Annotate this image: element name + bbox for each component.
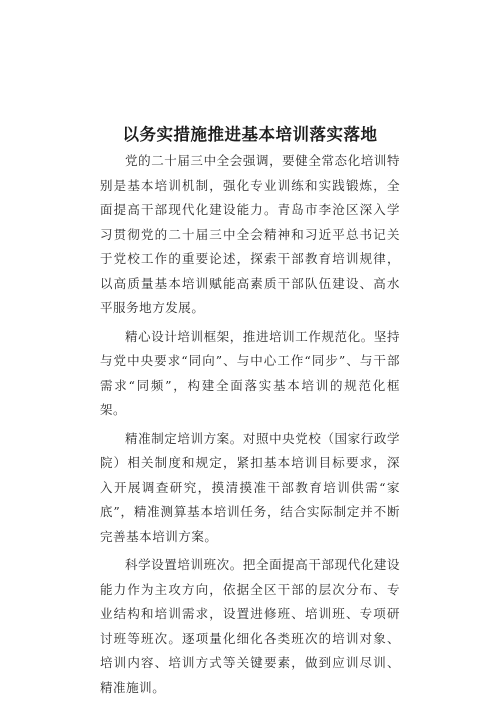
paragraph-plan: 精准制定培训方案。对照中央党校（国家行政学院）相关制度和规定，紧扣基本培训目标要求，深入开展调查研究，摸清摸准干部教育培训供需“家底”，精准测算基本培训任务，结合实际制定并不断完善基本培训方案。 (100, 430, 400, 544)
document-body (100, 149, 400, 704)
paragraph-classes: 科学设置培训班次。把全面提高干部现代化建设能力作为主攻方向，依据全区干部的层次分布、专业结构和培训需求，设置进修班、培训班、专项研讨班等班次。逐项量化细化各类班次的培训对象、培训内容、培训方式等关键要素，做到应训尽训、精准施训。 (100, 557, 400, 695)
document-title: 以务实措施推进基本培训落实落地 (122, 125, 378, 144)
paragraph-framework: 精心设计培训框架，推进培训工作规范化。坚持与党中央要求“同向”、与中心工作“同步”、与干部需求“同频”，构建全面落实基本培训的规范化框架。 (100, 328, 400, 417)
paragraph-intro: 党的二十届三中全会强调，要健全常态化培训特别是基本培训机制，强化专业训练和实践锻炼，全面提高干部现代化建设能力。青岛市李沧区深入学习贯彻党的二十届三中全会精神和习近平总书记关于党校工作的重要论述，探索干部教育培训规律，以高质量基本培训赋能高素质干部队伍建设、高水平服务地方发展。 (100, 153, 400, 315)
